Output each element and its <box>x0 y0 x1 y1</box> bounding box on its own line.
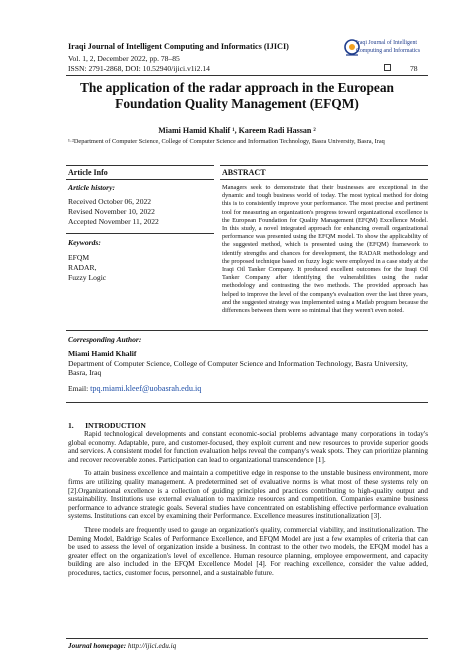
corresponding-affiliation: Department of Computer Science, College of Computer Science and Information Technology, Basra University, Basra, Iraq <box>68 359 408 378</box>
history-revised: Revised November 10, 2022 <box>68 207 155 216</box>
journal-homepage <box>68 642 176 650</box>
keyword-item: RADAR, <box>68 263 97 272</box>
abstract-rule-bottom <box>66 330 428 331</box>
journal-volume: Vol. 1, 2, December 2022, pp. 78–85 <box>68 54 180 63</box>
corresponding-heading: Corresponding Author: <box>68 335 142 344</box>
header-rule <box>66 75 428 76</box>
journal-issn: ISSN: 2791-2868, DOI: 10.52940/ijici.v1i2.14 <box>68 64 210 73</box>
keywords-heading: Keywords: <box>68 238 101 247</box>
paper-title: The application of the radar approach in the European Foundation Quality Management (EFQM) <box>80 80 394 111</box>
keyword-item: Fuzzy Logic <box>68 273 107 282</box>
info-rule-top <box>66 165 214 166</box>
keyword-item: EFQM <box>68 253 90 262</box>
corresponding-email <box>68 384 201 393</box>
corresponding-rule-bottom <box>66 402 428 403</box>
journal-name: Iraqi Journal of Intelligent Computing and Informatics (IJICI) <box>68 42 289 51</box>
logo-text: Iraqi Journal of Intelligent Computing and Informatics <box>356 40 421 54</box>
email-link[interactable]: tpq.miami.kleef@uobasrah.edu.iq <box>90 384 202 393</box>
history-heading: Article history: <box>68 183 116 192</box>
abstract-rule-mid <box>220 179 428 180</box>
info-rule-mid <box>66 179 214 180</box>
homepage-label: Journal homepage: <box>68 642 127 650</box>
introduction-paragraph: Rapid technological developments and constant economic-social problems advantage many corporations in today's global economy. Adaptable, pure, and customer-focused, they exploit current and new resources to provide superior goods and services. A consistent model for function evaluation helps reveal the company's weak spots. They can prioritize planning and recover recoverable zones. Participation can lead to organizational transcendence [1]. <box>68 430 428 464</box>
box-icon <box>384 64 392 72</box>
abstract-heading: ABSTRACT <box>222 168 266 177</box>
page-number: 78 <box>410 64 418 73</box>
author-affiliation: ¹·²Department of Computer Science, College of Computer Science and Information Technology, Basra University, Basra, Iraq <box>68 138 385 145</box>
homepage-link[interactable]: http://ijici.edu.iq <box>127 642 177 650</box>
introduction-heading: 1. INTRODUCTION <box>68 421 146 430</box>
corresponding-name: Miami Hamid Khalif <box>68 349 137 358</box>
email-label: Email: <box>68 384 89 393</box>
paper-authors: Miami Hamid Khalif ¹, Kareem Radi Hassan ² <box>158 126 316 135</box>
footer-rule <box>66 638 428 639</box>
info-rule-keywords <box>66 233 214 234</box>
abstract-text: Managers seek to demonstrate that their businesses are exceptional in the dynamic and tough business world of today. The most typical method for doing this is to consistently improve your performance. The most precise and pertinent tool for measuring an organization's progress toward organizational excellence is the European Foundation for Quality Management (EFQM) Excellence Model. In this study, a novel integrated approach for enhancing overall organizational performance was presented using the EFQM model. To show the applicability of the suggested method, which is presented using the (EFQM) framework to identify strengths and chances for development, the RADAR methodology and the proposed technique based on fuzzy logic were employed in a case study at the Iraqi Oil Tanker Company. It produced excellent outcomes for the Iraqi Oil Tanker Company after identifying the vulnerabilities using the radar methodology and contrasting the two methods. The provided approach has helped to improve the level of the company's evaluation over the last three years, and the suggested strategy was implemented using a Matlab program because the differences between them were so minimal that they weren't even noted. <box>222 184 428 315</box>
article-info-heading: Article Info <box>68 168 108 177</box>
abstract-rule-top <box>220 165 428 166</box>
introduction-paragraph: To attain business excellence and maintain a competitive edge in response to the unstable business environment, more firms are utilizing quality management. A predetermined set of evaluative norms is what most of these systems rely on [2].Organizational excellence is a collection of guiding principles and practices contributing to high-quality output and sustainability. Institutions use external evaluation to maximize resources and competition. Companies examine business performance to advance strategic goals. Several studies have concentrated on establishing effective performance evaluation systems. Institutions can excel by examining their Performance. Excellence measures institutionalization [3]. <box>68 469 428 521</box>
introduction-body <box>68 430 428 583</box>
introduction-paragraph: Three models are frequently used to gauge an organization's quality, commercial viability, and institutionalization. The Deming Model, Baldrige Scales of Performance Excellence, and EFQM Model are just a few examples of criteria that can be used to assess the level of organization inside a business. In contrast to the other two models, the EFQM model has a greater effect on the organization's level of excellence. Human resource planning, employee empowerment, and capacity building are also included in the EFQM Excellence Model [4]. For reaching excellence, consider the value added, procedures, tactics, customer focus, personnel, and a sustainable future. <box>68 525 428 577</box>
history-accepted: Accepted November 11, 2022 <box>68 217 159 226</box>
history-received: Received October 06, 2022 <box>68 197 152 206</box>
